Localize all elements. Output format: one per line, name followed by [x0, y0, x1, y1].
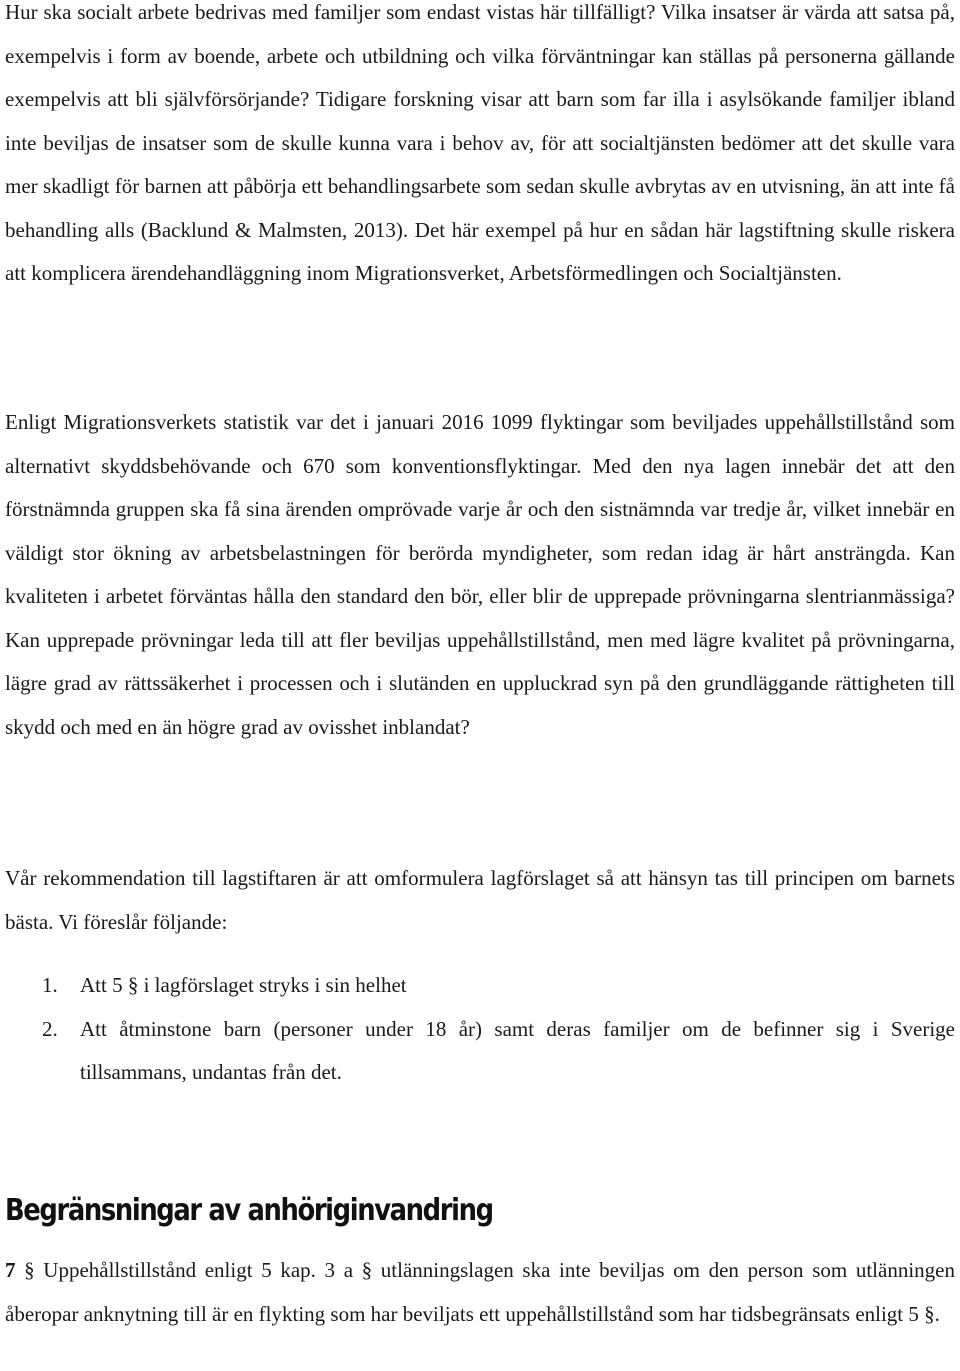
- list-item: [5, 1008, 955, 1095]
- recommendation-list: [5, 964, 955, 1095]
- list-item: [5, 964, 955, 1008]
- paragraph-recommendation-intro: Vår rekommendation till lagstiftaren är att omformulera lagförslaget så att hänsyn tas till principen om barnets bästa. Vi föreslår följande:: [5, 866, 955, 934]
- list-item-text: Att 5 § i lagförslaget stryks i sin helhet: [80, 973, 407, 997]
- list-item-number: 1.: [42, 973, 58, 997]
- section-paragraph-text: § Uppehållstillstånd enligt 5 kap. 3 a § utlänningslagen ska inte beviljas om den person som utlänningen åberopar anknytning till är en flykting som har beviljats ett uppehållstillstånd som har tidsbegränsats enligt 5 §.: [5, 1258, 955, 1326]
- section-heading: Begränsningar av anhöriginvandring: [5, 1193, 493, 1228]
- list-item-text: Att åtminstone barn (personer under 18 år) samt deras familjer om de befinner sig i Sverige tillsammans, undantas från det.: [80, 1016, 955, 1084]
- section-paragraph-number: 7: [5, 1258, 16, 1282]
- paragraph-social-work: Hur ska socialt arbete bedrivas med familjer som endast vistas här tillfälligt? Vilka insatser är värda att satsa på, exempelvis i form av boende, arbete och utbildning och vilka förväntningar kan ställas på personerna gällande exempelvis att bli självförsörjande? Tidigare forskning visar att barn som far illa i asylsökande familjer ibland inte beviljas de insatser som de skulle kunna vara i behov av, för att socialtjänsten bedömer att det skulle vara mer skadligt för barnen att påbörja ett behandlingsarbete som sedan skulle avbrytas av en utvisning, än att inte få behandling alls (Backlund & Malmsten, 2013). Det här exempel på hur en sådan här lagstiftning skulle riskera att komplicera ärendehandläggning inom Migrationsverket, Arbetsförmedlingen och Socialtjänsten.: [5, 0, 955, 285]
- list-item-number: 2.: [42, 1016, 58, 1041]
- paragraph-migration-statistics: Enligt Migrationsverkets statistik var det i januari 2016 1099 flyktingar som beviljades uppehållstillstånd som alternativt skyddsbehövande och 670 som konventionsflyktingar. Med den nya lagen innebär det att den förstnämnda gruppen ska få sina ärenden omprövade varje år och den sistnämnda var tredje år, vilket innebär en väldigt stor ökning av arbetsbelastningen för berörda myndigheter, som redan idag är hårt ansträngda. Kan kvaliteten i arbetet förväntas hålla den standard den bör, eller blir de upprepade prövningarna slentrianmässiga? Kan upprepade prövningar leda till att fler beviljas uppehållstillstånd, men med lägre kvalitet på prövningarna, lägre grad av rättssäkerhet i processen och i slutänden en uppluckrad syn på den grundläggande rättigheten till skydd och med en än högre grad av ovisshet inblandat?: [5, 410, 955, 739]
- paragraph-law-section: [5, 1249, 955, 1336]
